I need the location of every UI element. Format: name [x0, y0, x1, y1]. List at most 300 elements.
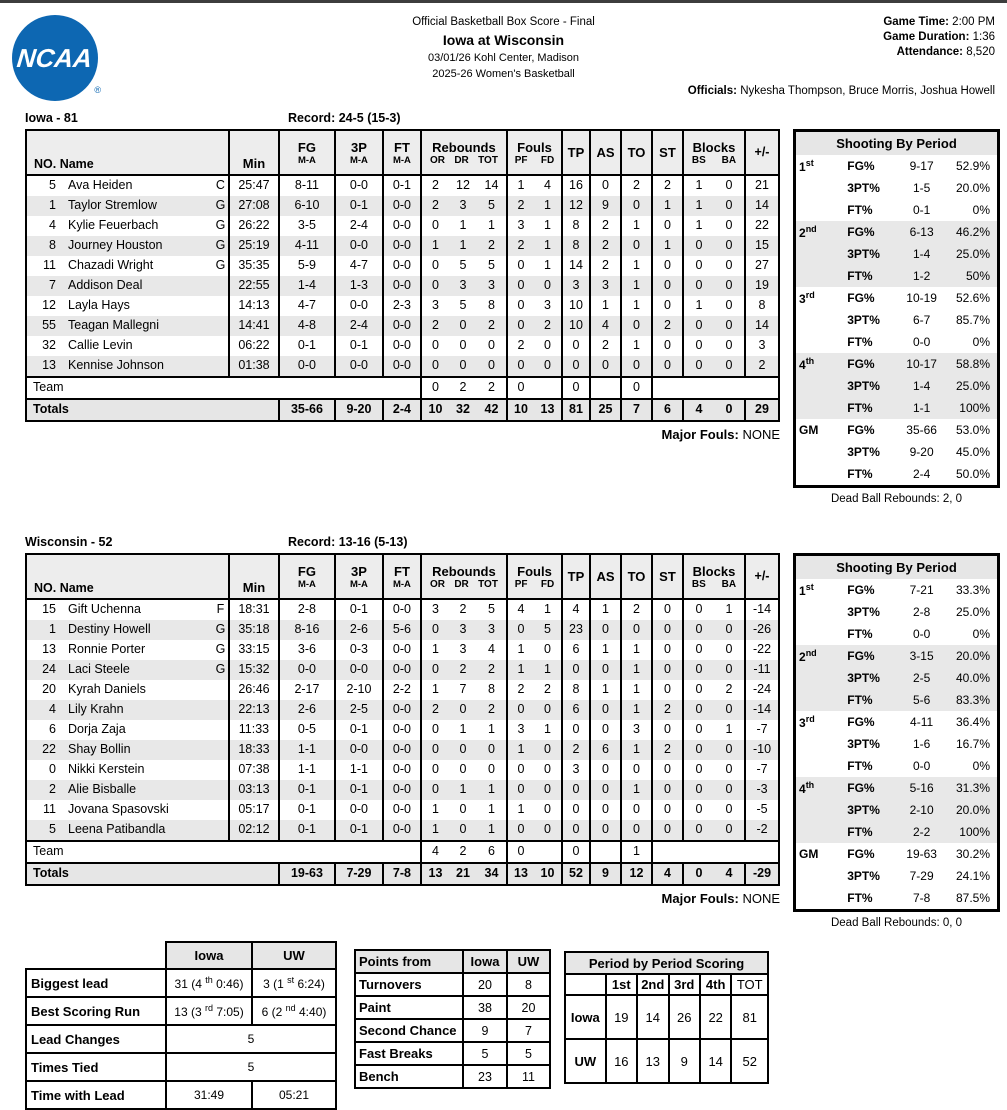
player-number: 5: [49, 822, 56, 837]
blocks-against: 0: [725, 278, 733, 293]
assists: 1: [590, 296, 621, 316]
assists: 0: [590, 700, 621, 720]
steals: 6: [652, 399, 683, 421]
plus-minus: -22: [745, 640, 779, 660]
ft-made-att: 0-0: [383, 780, 421, 800]
iowa-major-fouls: Major Fouls: NONE: [661, 427, 780, 442]
player-row: [26, 356, 779, 377]
offensive-rebounds: 0: [421, 356, 449, 377]
shooting-stat-label: FG%: [847, 583, 875, 597]
fg-made-att: 0-0: [279, 660, 335, 680]
player-row: [26, 316, 779, 336]
points-from-label: Paint: [355, 996, 463, 1019]
blocks-against: 0: [725, 338, 733, 353]
team-row-label: Team: [26, 377, 421, 399]
points-from-row: [355, 996, 550, 1019]
turnovers: 2: [621, 599, 652, 620]
player-row: [26, 175, 779, 196]
defensive-rebounds: 5: [459, 298, 467, 313]
offensive-rebounds: 1: [421, 236, 449, 256]
period-label: [796, 397, 846, 419]
blocks-against: 0: [725, 782, 733, 797]
3p-made-att: 4-7: [335, 256, 383, 276]
player-name: Ava Heiden: [68, 178, 133, 193]
totals-row: [26, 863, 779, 885]
steals: 0: [652, 256, 683, 276]
percentage: 24.1%: [955, 869, 990, 883]
player-row: [26, 276, 779, 296]
fg-made-att: 8-16: [279, 620, 335, 640]
ft-made-att: 0-0: [383, 276, 421, 296]
bottom-summary: [25, 941, 1007, 1110]
personal-fouls: 1: [507, 800, 534, 820]
percentage: 52.9%: [955, 159, 990, 173]
minutes: 06:22: [229, 336, 279, 356]
total-points: 0: [562, 800, 590, 820]
defensive-rebounds: 0: [459, 702, 467, 717]
col-tp: TP: [562, 130, 590, 175]
period-label: [796, 265, 846, 287]
3p-made-att: 2-4: [335, 216, 383, 236]
total-rebounds: 34: [477, 863, 507, 885]
percentage: 20.0%: [955, 803, 990, 817]
shooting-stat-label: FT%: [847, 335, 873, 349]
defensive-rebounds: 2: [459, 662, 467, 677]
percentage: 87.5%: [955, 891, 990, 905]
shooting-row: [796, 463, 997, 485]
lead-stat-value: 05:21: [252, 1081, 336, 1109]
personal-fouls: 1: [507, 740, 534, 760]
team-row-label: Team: [26, 841, 421, 863]
player-number: 7: [49, 278, 56, 293]
minutes: 25:19: [229, 236, 279, 256]
total-rebounds: 1: [487, 822, 495, 837]
made-attempted: 9-17: [909, 159, 934, 173]
shooting-row: [796, 243, 997, 265]
player-number: 32: [42, 338, 56, 353]
personal-fouls: 2: [507, 680, 534, 700]
player-row: [26, 680, 779, 700]
player-position: [213, 276, 229, 296]
made-attempted: 0-0: [912, 627, 931, 641]
assists: 0: [590, 620, 621, 640]
player-position: G: [215, 258, 226, 273]
period-label: 4th: [799, 356, 815, 372]
plus-minus: 2: [745, 356, 779, 377]
period-label: [796, 375, 846, 397]
minutes: 35:18: [229, 620, 279, 640]
period-label: [796, 309, 846, 331]
percentage: 0%: [972, 335, 990, 349]
minutes: 05:17: [229, 800, 279, 820]
blocks-against: 0: [725, 802, 733, 817]
team-label: Iowa: [565, 995, 606, 1039]
turnovers: 0: [621, 760, 652, 780]
plus-minus: 3: [745, 336, 779, 356]
fouls-drawn: 0: [544, 702, 551, 717]
lead-stat-value: 3 (1 $^{st}$ 6:24): [252, 969, 336, 997]
player-row: [26, 780, 779, 800]
shooting-row: [796, 711, 997, 733]
points-from-row: [355, 1065, 550, 1088]
shooting-stat-label: 3PT%: [847, 869, 880, 883]
col-rebounds: Rebounds OR DR TOT: [421, 130, 507, 175]
period-score: 22: [700, 995, 731, 1039]
offensive-rebounds: 1: [421, 640, 449, 660]
personal-fouls: 1: [507, 175, 534, 196]
offensive-rebounds: 0: [421, 216, 449, 236]
team-column-header: Iowa: [166, 942, 252, 969]
iowa-record: Record: 24-5 (15-3): [288, 111, 401, 125]
steals: 0: [652, 680, 683, 700]
offensive-rebounds: 13: [421, 863, 449, 885]
period-label: [796, 887, 846, 909]
total-rebounds: 2: [487, 238, 495, 253]
player-name: Ronnie Porter: [68, 642, 146, 657]
ft-made-att: 0-0: [383, 599, 421, 620]
period-label: 4th: [799, 780, 815, 796]
plus-minus: -14: [745, 599, 779, 620]
total-rebounds: 2: [487, 662, 495, 677]
period-scoring-title-row: [565, 952, 768, 974]
personal-fouls: 0: [507, 377, 534, 399]
plus-minus: 27: [745, 256, 779, 276]
player-name: Leena Patibandla: [68, 822, 166, 837]
points-from-label: Fast Breaks: [355, 1042, 463, 1065]
3p-made-att: 1-1: [335, 760, 383, 780]
plus-minus: 14: [745, 316, 779, 336]
col-blocks: Blocks BS BA: [683, 130, 745, 175]
plus-minus: 19: [745, 276, 779, 296]
turnovers: 1: [621, 216, 652, 236]
points-value: 8: [507, 973, 550, 996]
plus-minus: -7: [745, 720, 779, 740]
plus-minus: 21: [745, 175, 779, 196]
team-column-header: Iowa: [463, 950, 507, 973]
defensive-rebounds: 0: [459, 318, 467, 333]
shooting-row: [796, 865, 997, 887]
assists: 9: [590, 863, 621, 885]
minutes: 26:22: [229, 216, 279, 236]
defensive-rebounds: 0: [459, 822, 467, 837]
plus-minus: -29: [745, 863, 779, 885]
steals: 1: [652, 236, 683, 256]
offensive-rebounds: 4: [421, 841, 449, 863]
blocked-shots: 1: [683, 175, 714, 196]
fouls-drawn: [534, 841, 562, 863]
wisconsin-box-table: [25, 553, 780, 886]
shooting-stat-label: FT%: [847, 693, 873, 707]
steals: 0: [652, 599, 683, 620]
minutes: 18:33: [229, 740, 279, 760]
team-column-header: UW: [252, 942, 336, 969]
blocks-against: 4: [714, 863, 745, 885]
made-attempted: 35-66: [906, 423, 937, 437]
points-value: 9: [463, 1019, 507, 1042]
shooting-stat-label: FT%: [847, 467, 873, 481]
shooting-row: [796, 221, 997, 243]
player-name: Kyrah Daniels: [68, 682, 146, 697]
blocks-against: 0: [725, 358, 733, 373]
period-label: GM: [799, 847, 819, 861]
percentage: 31.3%: [955, 781, 990, 795]
assists: 0: [590, 720, 621, 740]
fouls-drawn: 2: [544, 318, 551, 333]
total-rebounds: 6: [477, 841, 507, 863]
box-header-row: [26, 554, 779, 599]
assists: [590, 377, 621, 399]
col-plus-minus: +/-: [745, 554, 779, 599]
made-attempted: 0-0: [912, 759, 931, 773]
fg-made-att: 1-4: [279, 276, 335, 296]
lead-stat-value: 31 (4 $^{th}$ 0:46): [166, 969, 252, 997]
shooting-stat-label: 3PT%: [847, 313, 880, 327]
offensive-rebounds: 0: [421, 620, 449, 640]
blocked-shots: 0: [683, 780, 714, 800]
player-row: [26, 196, 779, 216]
fouls-drawn: 3: [544, 298, 551, 313]
turnovers: 0: [621, 316, 652, 336]
defensive-rebounds: 5: [459, 258, 467, 273]
col-to: TO: [621, 554, 652, 599]
blocked-shots: 0: [683, 256, 714, 276]
shooting-stat-label: FT%: [847, 203, 873, 217]
fouls-drawn: 0: [544, 782, 551, 797]
period-label: 3rd: [799, 290, 815, 306]
made-attempted: 1-5: [912, 181, 931, 195]
percentage: 33.3%: [955, 583, 990, 597]
lead-stat-value: 5: [166, 1025, 336, 1053]
points-value: 5: [463, 1042, 507, 1065]
lead-stats-row: [26, 1081, 336, 1109]
steals: 2: [652, 175, 683, 196]
lead-stat-label: Lead Changes: [26, 1025, 166, 1053]
made-attempted: 6-13: [909, 225, 934, 239]
personal-fouls: 0: [507, 780, 534, 800]
wisconsin-record: Record: 13-16 (5-13): [288, 535, 408, 549]
fouls-drawn: 0: [544, 338, 551, 353]
personal-fouls: 0: [507, 296, 534, 316]
plus-minus: 29: [745, 399, 779, 421]
player-number: 12: [42, 298, 56, 313]
player-position: G: [215, 622, 226, 637]
total-rebounds: 0: [487, 358, 495, 373]
ft-made-att: 0-0: [383, 336, 421, 356]
team-rebounds-row: [26, 377, 779, 399]
shooting-stat-label: FT%: [847, 759, 873, 773]
ft-made-att: 0-0: [383, 800, 421, 820]
blocked-shots: 0: [683, 820, 714, 841]
personal-fouls: 3: [507, 720, 534, 740]
turnovers: 12: [621, 863, 652, 885]
total-points: 0: [562, 820, 590, 841]
col-fg: FG M-A: [279, 554, 335, 599]
period-score: 16: [606, 1039, 637, 1083]
player-row: [26, 620, 779, 640]
turnovers: 1: [621, 700, 652, 720]
turnovers: 3: [621, 720, 652, 740]
total-rebounds: 14: [484, 178, 499, 193]
fouls-drawn: 5: [544, 622, 551, 637]
ghost-cell: [26, 942, 166, 969]
period-label: [796, 623, 846, 645]
assists: 3: [590, 276, 621, 296]
page-header: [0, 3, 1007, 105]
col-st: ST: [652, 554, 683, 599]
total-rebounds: 3: [487, 278, 495, 293]
ft-made-att: 0-0: [383, 820, 421, 841]
lead-stat-value: 13 (3 $^{rd}$ 7:05): [166, 997, 252, 1025]
col-st: ST: [652, 130, 683, 175]
3p-made-att: 0-0: [335, 660, 383, 680]
total-points: 52: [562, 863, 590, 885]
fouls-drawn: 0: [544, 358, 551, 373]
player-number: 13: [42, 642, 56, 657]
period-scoring-title: Period by Period Scoring: [565, 952, 768, 974]
blocks-against: 0: [725, 742, 733, 757]
minutes: 15:32: [229, 660, 279, 680]
defensive-rebounds: 0: [459, 802, 467, 817]
percentage: 100%: [959, 825, 990, 839]
ft-made-att: 0-0: [383, 196, 421, 216]
player-name: Lily Krahn: [68, 702, 124, 717]
turnovers: 1: [621, 680, 652, 700]
total-points: 23: [562, 620, 590, 640]
minutes: 03:13: [229, 780, 279, 800]
offensive-rebounds: 0: [421, 377, 449, 399]
offensive-rebounds: 3: [421, 296, 449, 316]
made-attempted: 2-10: [909, 803, 934, 817]
defensive-rebounds: 7: [459, 682, 467, 697]
points-from-table: [354, 949, 551, 1089]
player-row: [26, 599, 779, 620]
plus-minus: -5: [745, 800, 779, 820]
defensive-rebounds: 1: [459, 782, 467, 797]
steals: 0: [652, 660, 683, 680]
totals-row: [26, 399, 779, 421]
blocked-shots: 0: [683, 720, 714, 740]
player-number: 11: [43, 258, 56, 273]
blocks-against: 1: [725, 602, 733, 617]
col-fouls: Fouls PF FD: [507, 554, 562, 599]
percentage: 0%: [972, 627, 990, 641]
blocks-against: 0: [725, 762, 733, 777]
plus-minus: -2: [745, 820, 779, 841]
player-row: [26, 296, 779, 316]
points-value: 20: [463, 973, 507, 996]
shooting-row: [796, 843, 997, 865]
player-number: 0: [49, 762, 56, 777]
minutes: 22:55: [229, 276, 279, 296]
iowa-box-table: [25, 129, 780, 422]
iowa-team-line: [25, 111, 1007, 127]
percentage: 52.6%: [955, 291, 990, 305]
player-position: C: [215, 178, 225, 193]
turnovers: 1: [621, 276, 652, 296]
total-rebounds: 5: [487, 602, 495, 617]
col-to: TO: [621, 130, 652, 175]
blocked-shots: 0: [683, 863, 714, 885]
steals: 0: [652, 216, 683, 236]
3p-made-att: 2-6: [335, 620, 383, 640]
plus-minus: 8: [745, 296, 779, 316]
turnovers: 0: [621, 800, 652, 820]
shooting-stat-label: 3PT%: [847, 181, 880, 195]
player-row: [26, 660, 779, 680]
ft-made-att: 0-0: [383, 700, 421, 720]
personal-fouls: 1: [507, 640, 534, 660]
lead-stats-table: [25, 941, 337, 1110]
player-number: 8: [49, 238, 56, 253]
personal-fouls: 0: [507, 841, 534, 863]
col-tp: TP: [562, 554, 590, 599]
3p-made-att: 0-0: [335, 740, 383, 760]
player-position: [213, 800, 229, 820]
total-rebounds: 5: [487, 258, 495, 273]
offensive-rebounds: 0: [421, 276, 449, 296]
total-points: 16: [562, 175, 590, 196]
total-rebounds: 8: [487, 298, 495, 313]
player-row: [26, 236, 779, 256]
3p-made-att: 0-0: [335, 296, 383, 316]
blocked-shots: 1: [683, 216, 714, 236]
total-points: 8: [562, 236, 590, 256]
points-value: 38: [463, 996, 507, 1019]
blocked-shots: 4: [683, 399, 714, 421]
fouls-drawn: 2: [544, 682, 551, 697]
shooting-stat-label: FG%: [847, 225, 875, 239]
percentage: 58.8%: [955, 357, 990, 371]
player-position: [213, 780, 229, 800]
offensive-rebounds: 10: [421, 399, 449, 421]
total-points: 3: [562, 276, 590, 296]
col-fg: FG M-A: [279, 130, 335, 175]
period-label: [796, 799, 846, 821]
fg-made-att: 2-6: [279, 700, 335, 720]
period-column-header: 2nd: [637, 974, 668, 995]
offensive-rebounds: 3: [421, 599, 449, 620]
fouls-drawn: 0: [544, 802, 551, 817]
minutes: 02:12: [229, 820, 279, 841]
shooting-row: [796, 887, 997, 909]
blocks-against: 0: [725, 258, 733, 273]
blocks-against: 0: [725, 238, 733, 253]
player-name: Journey Houston: [68, 238, 163, 253]
col-plus-minus: +/-: [745, 130, 779, 175]
player-position: G: [215, 642, 226, 657]
percentage: 100%: [959, 401, 990, 415]
player-name: Callie Levin: [68, 338, 133, 353]
total-points: 10: [562, 316, 590, 336]
offensive-rebounds: 0: [421, 256, 449, 276]
shooting-stat-label: FT%: [847, 401, 873, 415]
wisconsin-team-line: [25, 535, 1007, 551]
blocks-against: 2: [725, 682, 733, 697]
fg-made-att: 1-1: [279, 740, 335, 760]
lead-stat-label: Time with Lead: [26, 1081, 166, 1109]
wisconsin-major-fouls: Major Fouls: NONE: [661, 891, 780, 906]
steals: 2: [652, 700, 683, 720]
3p-made-att: 7-29: [335, 863, 383, 885]
made-attempted: 2-4: [912, 467, 931, 481]
player-name: Taylor Stremlow: [68, 198, 157, 213]
turnovers: 1: [621, 336, 652, 356]
player-number: 2: [49, 782, 56, 797]
period-score: 9: [669, 1039, 700, 1083]
total-points: 10: [562, 296, 590, 316]
steals: 1: [652, 196, 683, 216]
col-ft: FT M-A: [383, 554, 421, 599]
